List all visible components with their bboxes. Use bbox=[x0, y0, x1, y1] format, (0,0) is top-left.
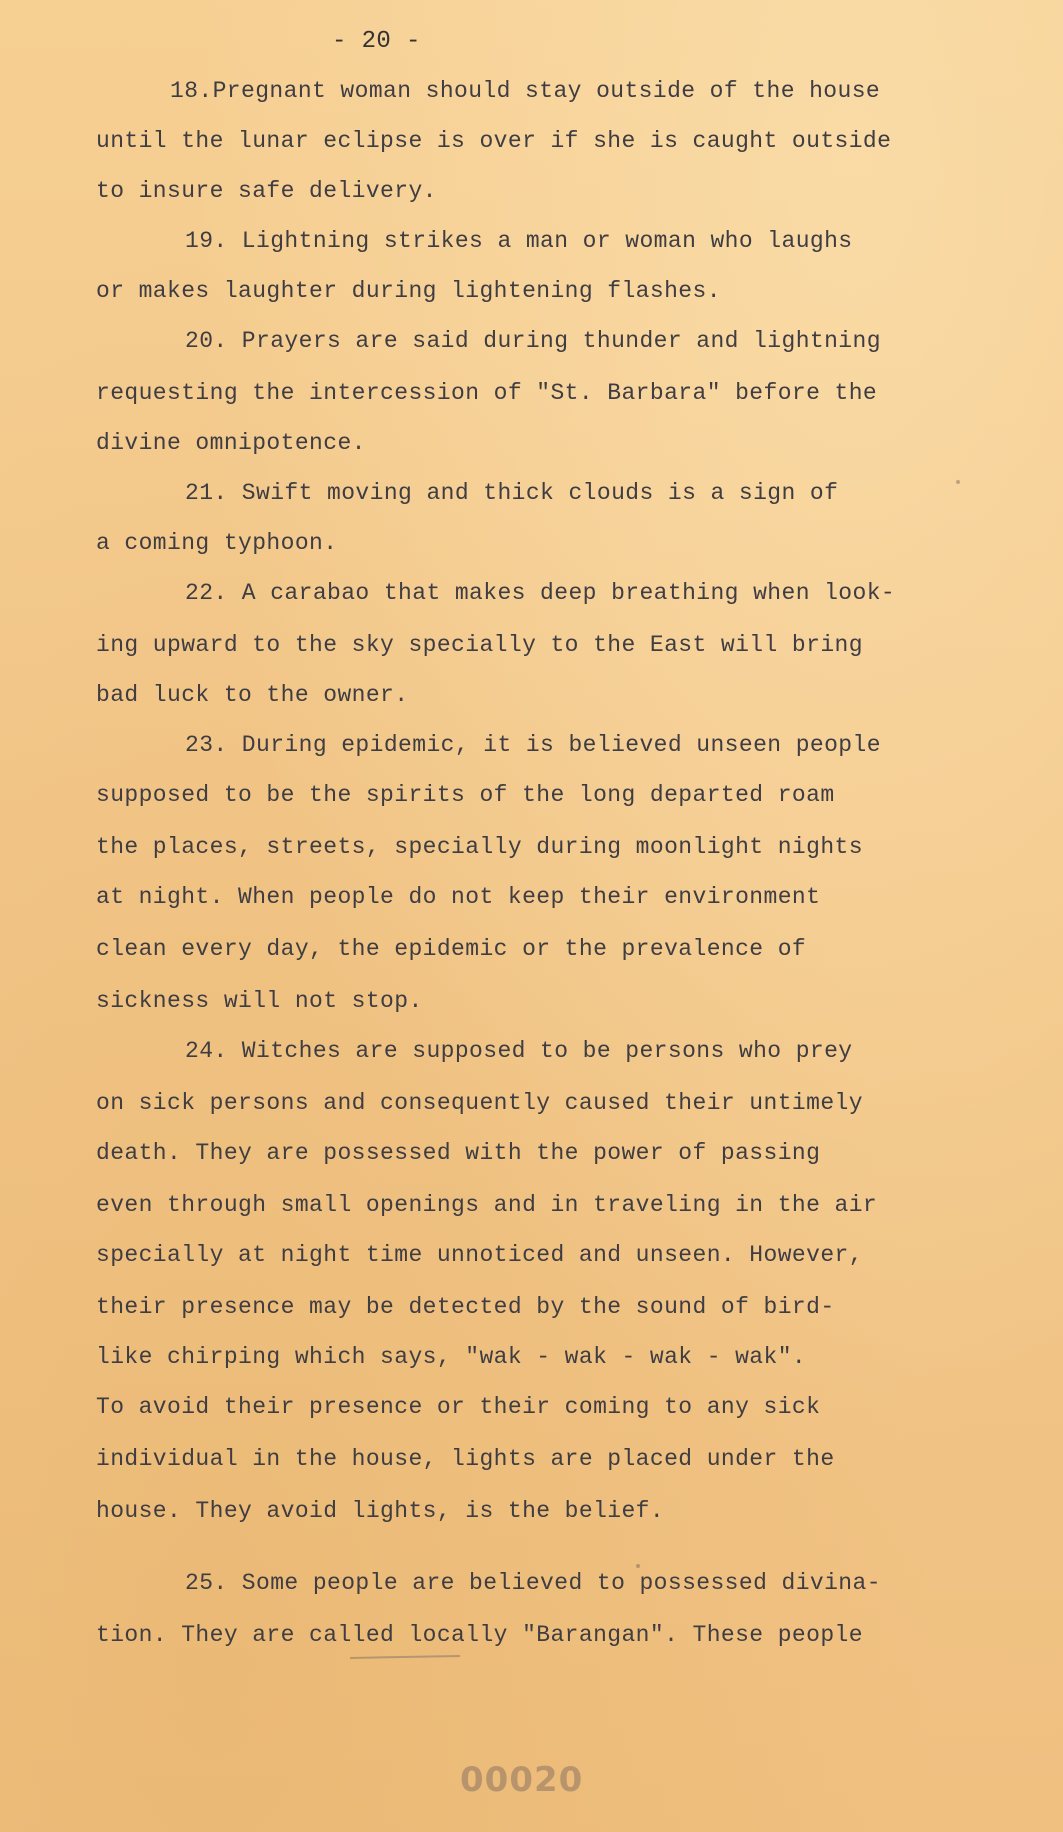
text-line: house. They avoid lights, is the belief. bbox=[96, 1498, 665, 1524]
text-line: 23. During epidemic, it is believed unseen people bbox=[185, 732, 881, 758]
text-line: or makes laughter during lightening flashes. bbox=[96, 278, 721, 304]
text-line: to insure safe delivery. bbox=[96, 178, 437, 204]
ink-underline-mark bbox=[350, 1655, 460, 1659]
text-line: 19. Lightning strikes a man or woman who laughs bbox=[185, 228, 853, 254]
text-line: ing upward to the sky specially to the East will bring bbox=[96, 632, 863, 658]
text-line: divine omnipotence. bbox=[96, 430, 366, 456]
text-line: the places, streets, specially during moonlight nights bbox=[96, 834, 863, 860]
text-line: 20. Prayers are said during thunder and lightning bbox=[185, 328, 881, 354]
paper-speck bbox=[636, 1564, 640, 1568]
text-line: until the lunar eclipse is over if she is caught outside bbox=[96, 128, 892, 154]
text-line: To avoid their presence or their coming to any sick bbox=[96, 1394, 821, 1420]
text-line: 18.Pregnant woman should stay outside of the house bbox=[170, 78, 881, 104]
text-line: even through small openings and in traveling in the air bbox=[96, 1192, 878, 1218]
text-line: supposed to be the spirits of the long departed roam bbox=[96, 782, 835, 808]
text-line: requesting the intercession of "St. Barbara" before the bbox=[96, 380, 878, 406]
text-line: individual in the house, lights are placed under the bbox=[96, 1446, 835, 1472]
text-line: specially at night time unnoticed and unseen. However, bbox=[96, 1242, 863, 1268]
text-line: 21. Swift moving and thick clouds is a sign of bbox=[185, 480, 839, 506]
text-line: at night. When people do not keep their environment bbox=[96, 884, 821, 910]
text-line: a coming typhoon. bbox=[96, 530, 338, 556]
text-line: on sick persons and consequently caused their untimely bbox=[96, 1090, 863, 1116]
text-line: death. They are possessed with the power of passing bbox=[96, 1140, 821, 1166]
footer-stamp: 00020 bbox=[460, 1760, 584, 1800]
text-line: bad luck to the owner. bbox=[96, 682, 409, 708]
text-line: like chirping which says, "wak - wak - wak - wak". bbox=[96, 1344, 807, 1370]
text-line: tion. They are called locally "Barangan". These people bbox=[96, 1622, 863, 1648]
page-number: - 20 - bbox=[332, 28, 421, 55]
text-line: clean every day, the epidemic or the prevalence of bbox=[96, 936, 807, 962]
text-line: sickness will not stop. bbox=[96, 988, 423, 1014]
text-line: 25. Some people are believed to possessed divina- bbox=[185, 1570, 881, 1596]
text-line: their presence may be detected by the sound of bird- bbox=[96, 1294, 835, 1320]
text-line: 22. A carabao that makes deep breathing when look- bbox=[185, 580, 896, 606]
text-line: 24. Witches are supposed to be persons who prey bbox=[185, 1038, 853, 1064]
paper-speck bbox=[956, 480, 960, 484]
